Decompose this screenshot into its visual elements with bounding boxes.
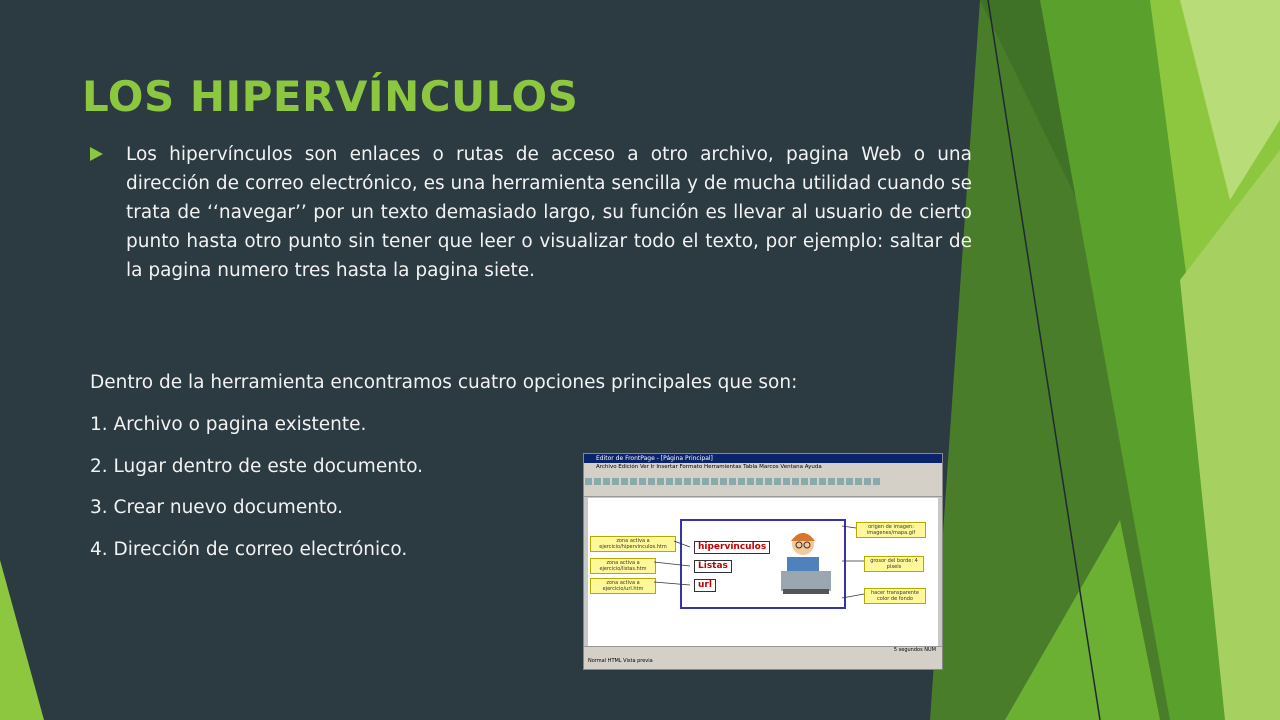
label-hipervinculos: hipervínculos (694, 541, 770, 554)
note-transparent: hacer transparente color de fondo (864, 588, 926, 604)
note-url: zona activa a ejercicio/url.htm (590, 578, 656, 594)
label-url: url (694, 579, 716, 592)
option-1: 1. Archivo o pagina existente. (90, 414, 367, 435)
screenshot-titlebar: Editor de FrontPage - [Página Principal] (584, 454, 942, 463)
bullet-text: Los hipervínculos son enlaces o rutas de acceso a otro archivo, pagina Web o una dirección de correo electrónico, es una herramienta sencilla y de mucha utilidad cuando se trata de ‘‘navegar’’ por un texto demasiado largo, su función es llevar al usuario de cierto punto hasta otro punto sin tener que leer o visualizar todo el texto, por ejemplo: saltar de la pagina numero tres hasta la pagina siete. (126, 144, 972, 281)
screenshot-toolbar (584, 472, 942, 497)
option-2: 2. Lugar dentro de este documento. (90, 456, 424, 477)
option-4: 4. Dirección de correo electrónico. (90, 539, 408, 560)
note-listas: zona activa a ejercicio/listas.htm (590, 558, 656, 574)
label-listas: Listas (694, 560, 732, 573)
note-border: grosor del borde: 4 pixels (864, 556, 924, 572)
note-hipervinculos: zona activa a ejercicio/hipervinculos.htm (590, 536, 676, 552)
screenshot-editor-area (588, 498, 938, 646)
slide-title: LOS HIPERVÍNCULOS (82, 72, 579, 121)
screenshot-menubar: Archivo Edición Ver Ir Insertar Formato Herramientas Tabla Marcos Ventana Ayuda (584, 463, 942, 472)
bullet-arrow-icon (90, 147, 103, 161)
note-image-source: origen de imagen: imagenes/mapa.gif (856, 522, 926, 538)
option-3: 3. Crear nuevo documento. (90, 497, 344, 518)
bullet-paragraph (90, 140, 972, 285)
frontpage-screenshot (583, 453, 943, 670)
screenshot-tabs: Normal HTML Vista previa (588, 658, 653, 664)
annotation-arrows (588, 498, 938, 646)
screenshot-status-text: 5 segundos NUM (893, 647, 936, 653)
screenshot-statusbar (584, 646, 942, 669)
options-intro: Dentro de la herramienta encontramos cuatro opciones principales que son: (90, 372, 798, 393)
